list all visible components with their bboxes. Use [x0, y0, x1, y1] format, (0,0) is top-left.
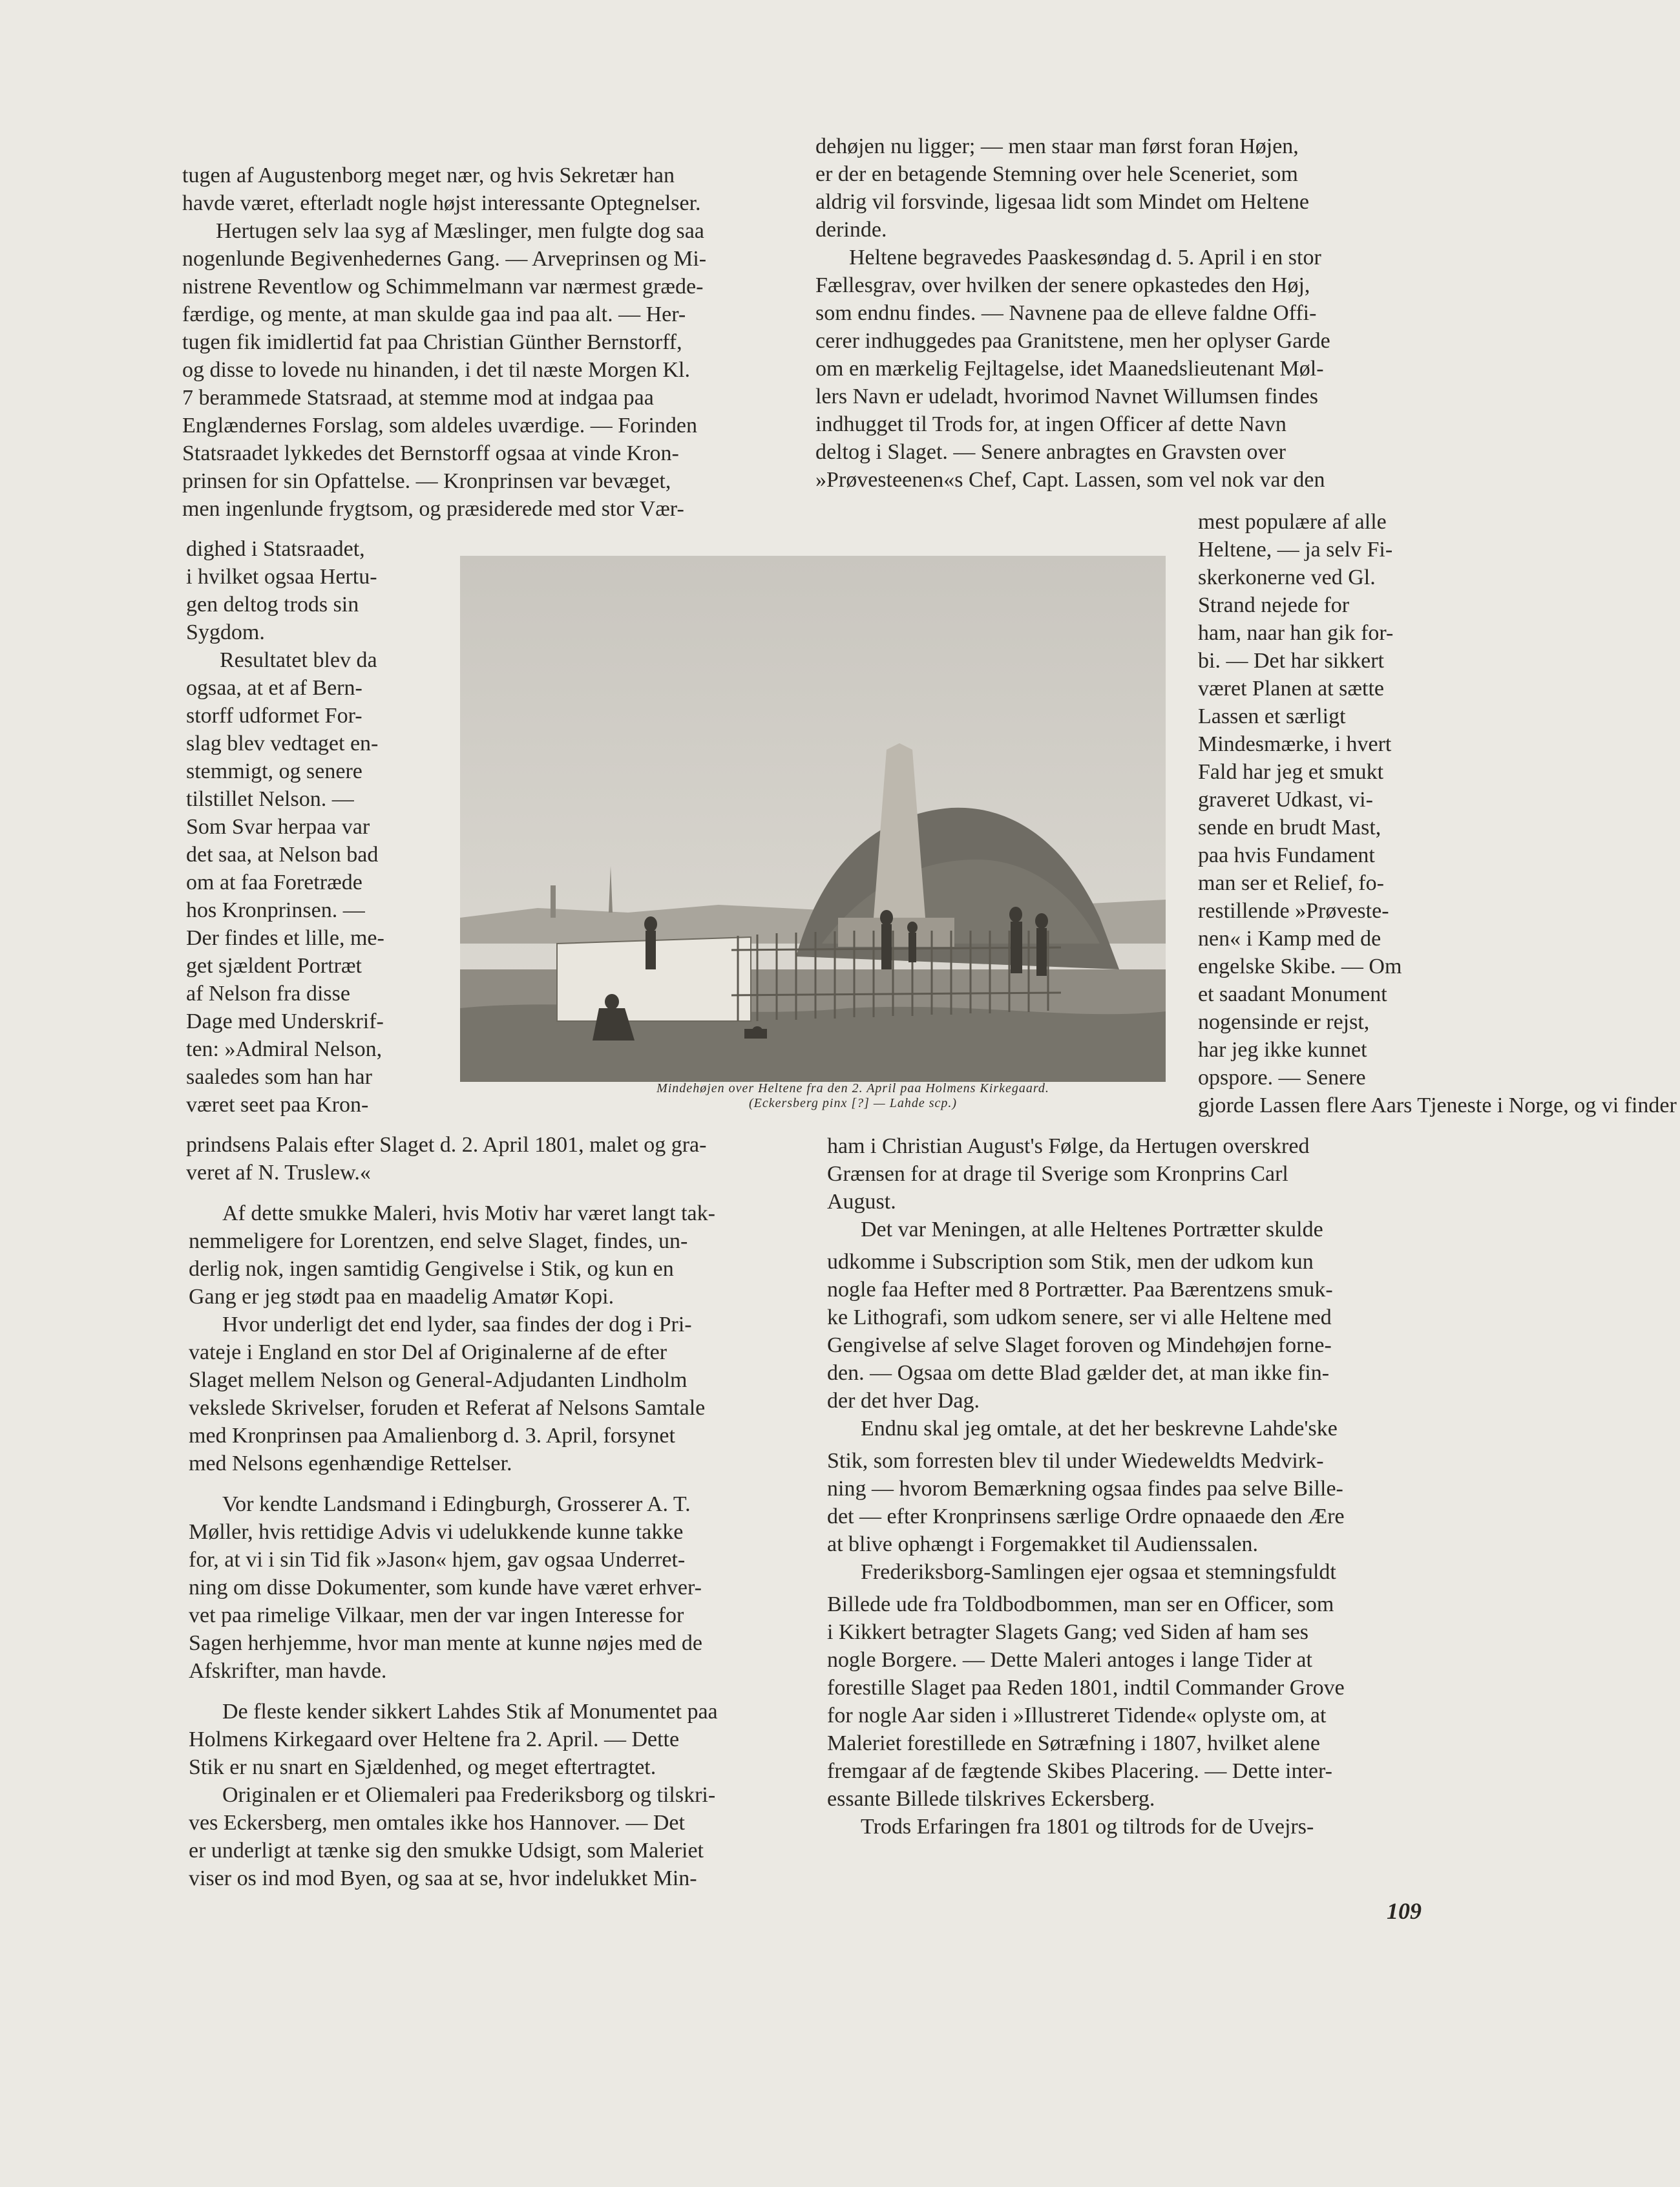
right-column-line: graveret Udkast, vi-: [1198, 788, 1373, 812]
right-column-line: engelske Skibe. — Om: [1198, 955, 1402, 978]
left-column-line: veret af N. Truslew.«: [186, 1161, 371, 1185]
left-column-line: vateje i England en stor Del af Originalerne af de efter: [189, 1340, 667, 1364]
left-column-line: stemmigt, og senere: [186, 759, 362, 783]
left-column-line: slag blev vedtaget en-: [186, 732, 379, 755]
right-column-line: Frederiksborg-Samlingen ejer ogsaa et stemningsfuldt: [861, 1560, 1336, 1584]
left-column-line: om at faa Foretræde: [186, 871, 362, 894]
right-column-line: restillende »Prøveste-: [1198, 899, 1389, 923]
right-column-line: ke Lithografi, som udkom senere, ser vi alle Heltene med: [827, 1305, 1332, 1329]
right-column-line: nogle faa Hefter med 8 Portrætter. Paa Bærentzens smuk-: [827, 1278, 1333, 1302]
left-column-line: havde været, efterladt nogle højst interessante Optegnelser.: [182, 191, 701, 215]
right-column-line: et saadant Monument: [1198, 982, 1387, 1006]
left-column-line: prinsen for sin Opfattelse. — Kronprinsen var bevæget,: [182, 469, 671, 493]
right-column-line: essante Billede tilskrives Eckersberg.: [827, 1787, 1155, 1811]
left-column-line: i hvilket ogsaa Hertu-: [186, 565, 377, 589]
left-column-line: færdige, og mente, at man skulde gaa ind paa alt. — Her-: [182, 302, 686, 326]
left-column-line: viser os ind mod Byen, og saa at se, hvor indelukket Min-: [189, 1866, 697, 1890]
left-column-line: Møller, hvis rettidige Advis vi udelukkende kunne takke: [189, 1520, 684, 1544]
right-column-line: mest populære af alle: [1198, 510, 1387, 534]
left-column-line: for, at vi i sin Tid fik »Jason« hjem, gav ogsaa Underret-: [189, 1548, 686, 1572]
left-column-line: tilstillet Nelson. —: [186, 787, 354, 811]
left-column-line: gen deltog trods sin: [186, 593, 359, 617]
figure-caption: [491, 1081, 1215, 1111]
right-column-line: nogle Borgere. — Dette Maleri antoges i lange Tider at: [827, 1648, 1312, 1672]
right-column-line: forestille Slaget paa Reden 1801, indtil Commander Grove: [827, 1676, 1345, 1700]
left-column-line: Resultatet blev da: [220, 648, 377, 672]
left-column-line: ten: »Admiral Nelson,: [186, 1037, 383, 1061]
left-column-line: tugen af Augustenborg meget nær, og hvis Sekretær han: [182, 164, 675, 187]
left-column-line: nogenlunde Begivenhedernes Gang. — Arveprinsen og Mi-: [182, 247, 707, 271]
left-column-line: Originalen er et Oliemaleri paa Frederiksborg og tilskri-: [222, 1783, 716, 1807]
left-column-line: Af dette smukke Maleri, hvis Motiv har været langt tak-: [222, 1201, 715, 1225]
right-column-line: der det hver Dag.: [827, 1389, 980, 1413]
caption-credit: (Eckersberg pinx [?] — Lahde scp.): [748, 1096, 958, 1110]
right-column-line: i Kikkert betragter Slagets Gang; ved Siden af ham ses: [827, 1620, 1308, 1644]
left-column-line: De fleste kender sikkert Lahdes Stik af Monumentet paa: [222, 1700, 718, 1724]
right-column-line: er der en betagende Stemning over hele Sceneriet, som: [815, 162, 1298, 186]
right-column-line: Endnu skal jeg omtale, at det her beskrevne Lahde'ske: [861, 1417, 1338, 1441]
right-column-line: Fald har jeg et smukt: [1198, 760, 1384, 784]
left-column-line: dighed i Statsraadet,: [186, 537, 365, 561]
right-column-line: deltog i Slaget. — Senere anbragtes en Gravsten over: [815, 440, 1286, 464]
left-column-line: Vor kendte Landsmand i Edingburgh, Grosserer A. T.: [222, 1492, 691, 1516]
right-column-line: bi. — Det har sikkert: [1198, 649, 1384, 673]
right-column-line: cerer indhuggedes paa Granitstene, men her oplyser Garde: [815, 329, 1330, 353]
right-column-line: har jeg ikke kunnet: [1198, 1038, 1367, 1062]
right-column-line: Heltene begravedes Paaskesøndag d. 5. April i en stor: [849, 246, 1321, 269]
right-column-line: den. — Ogsaa om dette Blad gælder det, at man ikke fin-: [827, 1361, 1330, 1385]
right-column-line: ham, naar han gik for-: [1198, 621, 1394, 645]
left-column-line: Sygdom.: [186, 620, 265, 644]
right-column-line: det — efter Kronprinsens særlige Ordre opnaaede den Ære: [827, 1505, 1345, 1528]
right-column-line: Trods Erfaringen fra 1801 og tiltrods for de Uvejrs-: [861, 1815, 1314, 1839]
right-column-line: fremgaar af de fægtende Skibes Placering. — Dette inter-: [827, 1759, 1332, 1783]
left-column-line: vekslede Skrivelser, foruden et Referat af Nelsons Samtale: [189, 1396, 706, 1420]
left-column-line: Der findes et lille, me-: [186, 926, 384, 950]
right-column-line: gjorde Lassen flere Aars Tjeneste i Norge, og vi finder: [1198, 1094, 1677, 1117]
right-column-line: som endnu findes. — Navnene paa de elleve faldne Offi-: [815, 301, 1317, 325]
right-column-line: Strand nejede for: [1198, 593, 1350, 617]
left-column-line: derlig nok, ingen samtidig Gengivelse i Stik, og kun en: [189, 1257, 674, 1281]
left-column-line: med Kronprinsen paa Amalienborg d. 3. April, forsynet: [189, 1424, 675, 1448]
left-column-line: Afskrifter, man havde.: [189, 1659, 387, 1683]
left-column-line: Hertugen selv laa syg af Mæslinger, men fulgte dog saa: [216, 219, 704, 243]
left-column-line: Statsraadet lykkedes det Bernstorff ogsaa at vinde Kron-: [182, 441, 679, 465]
right-column-line: nen« i Kamp med de: [1198, 927, 1381, 951]
left-column-line: Dage med Underskrif-: [186, 1009, 384, 1033]
left-column-line: storff udformet For-: [186, 704, 362, 728]
left-column-line: vet paa rimelige Vilkaar, men der var ingen Interesse for: [189, 1603, 684, 1627]
right-column-line: lers Navn er udeladt, hvorimod Navnet Willumsen findes: [815, 385, 1318, 408]
right-column-line: Billede ude fra Toldbodbommen, man ser en Officer, som: [827, 1592, 1334, 1616]
right-column-line: Stik, som forresten blev til under Wiedeweldts Medvirk-: [827, 1449, 1324, 1473]
right-column-line: aldrig vil forsvinde, ligesaa lidt som Mindet om Heltene: [815, 190, 1309, 214]
right-column-line: Det var Meningen, at alle Heltenes Portrætter skulde: [861, 1218, 1323, 1241]
left-column-line: ves Eckersberg, men omtales ikke hos Hannover. — Det: [189, 1811, 685, 1835]
right-column-line: været Planen at sætte: [1198, 677, 1385, 701]
left-column-line: 7 berammede Statsraad, at stemme mod at indgaa paa: [182, 386, 654, 410]
right-column-line: Fællesgrav, over hvilken der senere opkastedes den Høj,: [815, 273, 1310, 297]
right-column-line: Heltene, — ja selv Fi-: [1198, 538, 1393, 562]
left-column-line: nistrene Reventlow og Schimmelmann var nærmest græde-: [182, 275, 704, 299]
left-column-line: Stik er nu snart en Sjældenhed, og meget eftertragtet.: [189, 1755, 656, 1779]
engraving-illustration: [460, 556, 1166, 1082]
left-column-line: Holmens Kirkegaard over Heltene fra 2. April. — Dette: [189, 1727, 680, 1751]
right-column-line: nogensinde er rejst,: [1198, 1010, 1370, 1034]
left-column-line: ogsaa, at et af Bern-: [186, 676, 362, 700]
left-column-line: været seet paa Kron-: [186, 1093, 369, 1117]
left-column-line: get sjældent Portræt: [186, 954, 362, 978]
left-column-line: det saa, at Nelson bad: [186, 843, 379, 867]
right-column-line: om en mærkelig Fejltagelse, idet Maanedslieutenant Møl-: [815, 357, 1324, 381]
caption-title: Mindehøjen over Heltene fra den 2. April paa Holmens Kirkegaard.: [656, 1081, 1049, 1095]
left-column-line: med Nelsons egenhændige Rettelser.: [189, 1452, 512, 1475]
right-column-line: at blive ophængt i Forgemakket til Audienssalen.: [827, 1532, 1259, 1556]
left-column-line: saaledes som han har: [186, 1065, 372, 1089]
memorial-mound-engraving: [460, 556, 1166, 1082]
right-column-line: Mindesmærke, i hvert: [1198, 732, 1392, 756]
left-column-line: nemmeligere for Lorentzen, end selve Slaget, findes, un-: [189, 1229, 688, 1253]
right-column-line: Lassen et særligt: [1198, 704, 1346, 728]
right-column-line: dehøjen nu ligger; — men staar man først foran Højen,: [815, 134, 1299, 158]
right-column-line: udkomme i Subscription som Stik, men der udkom kun: [827, 1250, 1314, 1274]
left-column-line: Englændernes Forslag, som aldeles uværdige. — Forinden: [182, 414, 698, 438]
left-column-line: prindsens Palais efter Slaget d. 2. April 1801, malet og gra-: [186, 1133, 707, 1157]
right-column-line: skerkonerne ved Gl.: [1198, 565, 1376, 589]
left-column-line: Sagen herhjemme, hvor man mente at kunne nøjes med de: [189, 1631, 702, 1655]
right-column-line: derinde.: [815, 218, 887, 242]
left-column-line: Gang er jeg stødt paa en maadelig Amatør Kopi.: [189, 1285, 614, 1309]
right-column-line: for nogle Aar siden i »Illustreret Tidende« oplyste om, at: [827, 1704, 1327, 1727]
right-column-line: Maleriet forestillede en Søtræfning i 1807, hvilket alene: [827, 1731, 1320, 1755]
left-column-line: og disse to lovede nu hinanden, i det til næste Morgen Kl.: [182, 358, 691, 382]
right-column-line: sende en brudt Mast,: [1198, 816, 1381, 840]
right-column-line: indhugget til Trods for, at ingen Officer af dette Navn: [815, 412, 1286, 436]
left-column-line: er underligt at tænke sig den smukke Udsigt, som Maleriet: [189, 1839, 704, 1863]
left-column-line: Hvor underligt det end lyder, saa findes der dog i Pri-: [222, 1313, 692, 1336]
right-column-line: man ser et Relief, fo-: [1198, 871, 1384, 895]
left-column-line: hos Kronprinsen. —: [186, 898, 365, 922]
left-column-line: men ingenlunde frygtsom, og præsiderede med stor Vær-: [182, 497, 684, 521]
right-column-line: paa hvis Fundament: [1198, 843, 1375, 867]
page-number: 109: [1387, 1898, 1422, 1924]
right-column-line: ham i Christian August's Følge, da Hertugen overskred: [827, 1134, 1310, 1158]
left-column-line: Slaget mellem Nelson og General-Adjudanten Lindholm: [189, 1368, 688, 1392]
right-column-line: Grænsen for at drage til Sverige som Kronprins Carl: [827, 1162, 1288, 1186]
right-column-line: »Prøvesteenen«s Chef, Capt. Lassen, som vel nok var den: [815, 468, 1325, 492]
right-column-line: ning — hvorom Bemærkning ogsaa findes paa selve Bille-: [827, 1477, 1343, 1501]
left-column-line: af Nelson fra disse: [186, 982, 350, 1006]
left-column-line: tugen fik imidlertid fat paa Christian Günther Bernstorff,: [182, 330, 682, 354]
right-column-line: opspore. — Senere: [1198, 1066, 1366, 1090]
left-column-line: Som Svar herpaa var: [186, 815, 370, 839]
right-column-line: August.: [827, 1190, 896, 1214]
right-column-line: Gengivelse af selve Slaget foroven og Mindehøjen forne-: [827, 1333, 1332, 1357]
left-column-line: ning om disse Dokumenter, som kunde have været erhver-: [189, 1576, 702, 1600]
